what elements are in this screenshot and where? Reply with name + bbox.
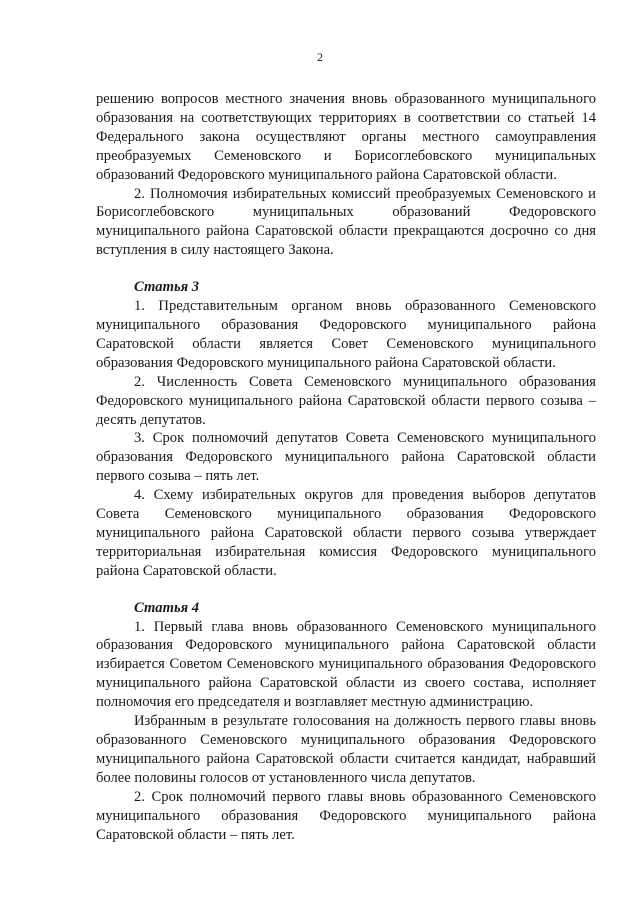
article-4-paragraph-1: 1. Первый глава вновь образованного Семеновского муниципального образования Федоровского муниципального района Саратовской области избирается Советом Семеновского муниципального образования Федоровского муниципального района Саратовской области из своего состава, исполняет полномочия его председателя и возглавляет местную администрацию. — [96, 618, 596, 711]
article-4-paragraph-2: Избранным в результате голосования на должность первого главы вновь образованного Семеновского муниципального образования Федоровского муниципального района Саратовской области считается кандидат, набравший более половины голосов от установленного числа депутатов. — [96, 713, 596, 786]
intro-paragraph-2: 2. Полномочия избирательных комиссий преобразуемых Семеновского и Борисоглебовского муниципальных образований Федоровского муниципального района Саратовской области прекращаются досрочно со дня вступления в силу настоящего Закона. — [96, 185, 596, 259]
article-4-heading: Статья 4 — [134, 599, 200, 616]
article-3-heading: Статья 3 — [134, 279, 200, 296]
intro-paragraph-1: решению вопросов местного значения вновь образованного муниципального образования на соответствующих территориях в соответствии со статьей 14 Федерального закона осуществляют органы местного самоуправления преобразуемых Семеновского и Борисоглебовского муниципальных образований Федоровского муниципального района Саратовской области. — [96, 91, 596, 183]
article-3-paragraph-4: 4. Схему избирательных округов для проведения выборов депутатов Совета Семеновского муниципального образования Федоровского муниципального района Саратовской области первого созыва утверждает территориальная избирательная комиссия Федоровского муниципального района Саратовской области. — [96, 487, 596, 579]
article-3-paragraph-2: 2. Численность Совета Семеновского муниципального образования Федоровского муниципального района Саратовской области первого созыва – десять депутатов. — [96, 373, 596, 428]
document-body — [96, 90, 596, 844]
article-4-paragraph-3: 2. Срок полномочий первого главы вновь образованного Семеновского муниципального образования Федоровского муниципального района Саратовской области – пять лет. — [96, 788, 596, 843]
page-number: 2 — [317, 50, 323, 64]
article-3-paragraph-1: 1. Представительным органом вновь образованного Семеновского муниципального образования Федоровского муниципального района Саратовской области является Совет Семеновского муниципального образования Федоровского муниципального района Саратовской области. — [96, 298, 596, 371]
article-3-paragraph-3: 3. Срок полномочий депутатов Совета Семеновского муниципального образования Федоровского муниципального района Саратовской области первого созыва – пять лет. — [96, 430, 596, 485]
